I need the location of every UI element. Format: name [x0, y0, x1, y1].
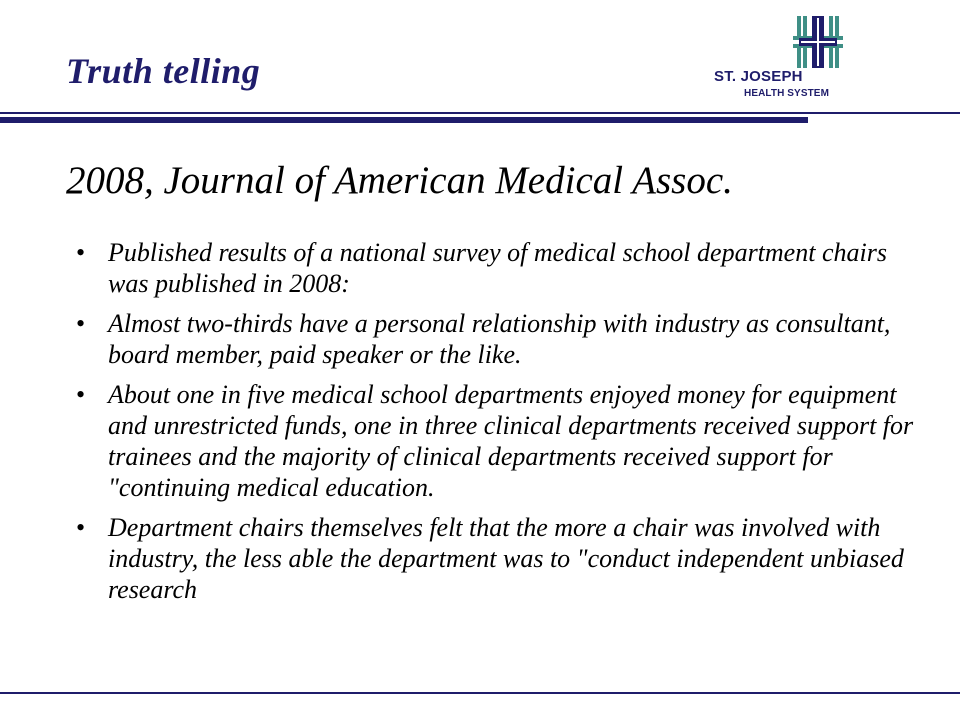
- header-title: Truth telling: [66, 51, 261, 91]
- bullet-dot-icon: •: [76, 309, 86, 338]
- bullet-item: [76, 237, 916, 299]
- bullet-item: [76, 512, 916, 605]
- bullet-text: Published results of a national survey of medical school department chairs was published in 2008:: [108, 238, 887, 298]
- bullet-text: Department chairs themselves felt that the more a chair was involved with industry, the less able the department was to "conduct independent unbiased research: [108, 513, 904, 604]
- logo-subtitle: HEALTH SYSTEM: [744, 88, 830, 99]
- bullet-list: [76, 237, 916, 614]
- header-rule-thick: [0, 117, 808, 123]
- bullet-text: About one in five medical school departments enjoyed money for equipment and unrestricted funds, one in three clinical departments received support for trainees and the majority of clinical departments received support for "continuing medical education.: [108, 380, 914, 502]
- footer-rule: [0, 692, 960, 694]
- bullet-dot-icon: •: [76, 513, 86, 542]
- bullet-dot-icon: •: [76, 380, 86, 409]
- bullet-text: Almost two-thirds have a personal relationship with industry as consultant, board member, paid speaker or the like.: [108, 309, 891, 369]
- logo-name: ST. JOSEPH: [714, 68, 803, 85]
- bullet-dot-icon: •: [76, 238, 86, 267]
- header-rule-thin: [0, 112, 960, 114]
- st-joseph-logo: [714, 16, 854, 102]
- main-heading: 2008, Journal of American Medical Assoc.: [66, 159, 733, 202]
- bullet-item: [76, 308, 916, 370]
- cross-logo-icon: [793, 16, 843, 68]
- bullet-item: [76, 379, 916, 503]
